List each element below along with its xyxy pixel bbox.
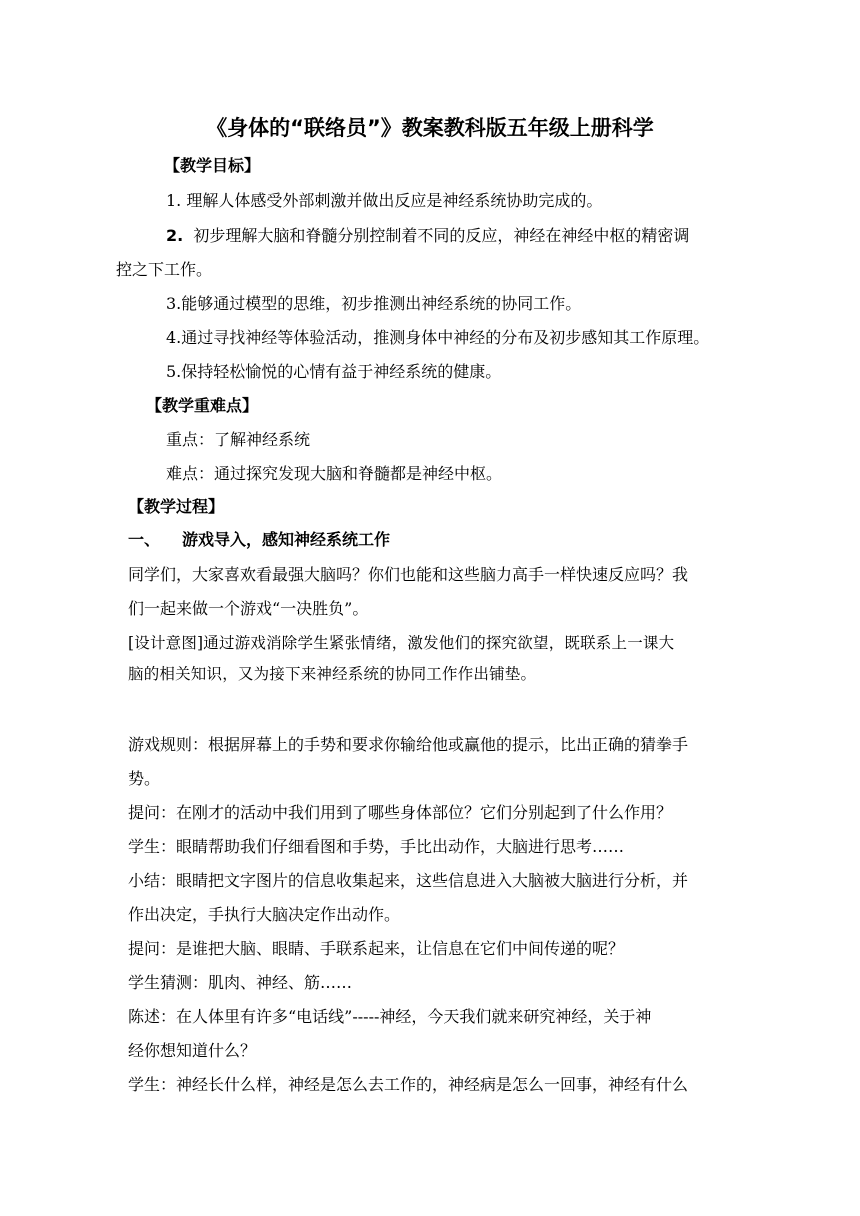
summary-line-2: 作出决定，手执行大脑决定作出动作。 (128, 905, 401, 924)
keypoints-heading: 【教学重难点】 (146, 396, 259, 415)
student-question: 学生：神经长什么样，神经是怎么去工作的，神经病是怎么一回事，神经有什么 (128, 1075, 689, 1094)
objective-3: 3.能够通过模型的思维，初步推测出神经系统的协同工作。 (166, 294, 582, 313)
objective-2 (166, 226, 689, 246)
student-guess: 学生猜测：肌肉、神经、筋…… (128, 973, 353, 992)
game-rules-line-1: 游戏规则：根据屏幕上的手势和要求你输给他或赢他的提示，比出正确的猜拳手 (128, 735, 689, 754)
objectives-heading: 【教学目标】 (164, 156, 261, 175)
objective-2-number: 2. (166, 226, 184, 245)
section-1-title: 游戏导入，感知神经系统工作 (182, 530, 391, 549)
statement-line-1: 陈述：在人体里有许多“电话线”-----神经，今天我们就来研究神经，关于神 (128, 1007, 652, 1026)
objective-2-text: 初步理解大脑和脊髓分别控制着不同的反应，神经在神经中枢的精密调 (193, 226, 690, 245)
section-1-number: 一、 (128, 530, 161, 549)
objective-2-continued: 控之下工作。 (116, 260, 213, 279)
design-intent-line-1: [设计意图]通过游戏消除学生紧张情绪，激发他们的探究欲望，既联系上一课大 (128, 634, 675, 652)
section-1-heading (128, 530, 391, 550)
game-rules-line-2: 势。 (128, 769, 161, 788)
process-heading: 【教学过程】 (128, 497, 225, 516)
objective-4: 4.通过寻找神经等体验活动，推测身体中神经的分布及初步感知其工作原理。 (166, 328, 710, 347)
design-intent-line-2: 脑的相关知识，又为接下来神经系统的协同工作作出铺垫。 (128, 665, 537, 683)
answer-1: 学生：眼睛帮助我们仔细看图和手势，手比出动作，大脑进行思考…… (128, 837, 625, 856)
key-point: 重点：了解神经系统 (166, 430, 311, 449)
intro-paragraph-line-1: 同学们，大家喜欢看最强大脑吗？你们也能和这些脑力高手一样快速反应吗？我 (128, 565, 689, 584)
question-2: 提问：是谁把大脑、眼睛、手联系起来，让信息在它们中间传递的呢？ (128, 939, 625, 958)
document-title: 《身体的“联络员”》教案教科版五年级上册科学 (206, 116, 654, 140)
summary-line-1: 小结：眼睛把文字图片的信息收集起来，这些信息进入大脑被大脑进行分析，并 (128, 871, 689, 890)
objective-1: 1. 理解人体感受外部刺激并做出反应是神经系统协助完成的。 (166, 191, 603, 210)
question-1: 提问：在刚才的活动中我们用到了哪些身体部位？它们分别起到了什么作用？ (128, 803, 673, 822)
statement-line-2: 经你想知道什么？ (128, 1041, 257, 1060)
intro-paragraph-line-2: 们一起来做一个游戏“一决胜负”。 (128, 599, 369, 618)
difficult-point: 难点：通过探究发现大脑和脊髓都是神经中枢。 (166, 464, 503, 483)
objective-5: 5.保持轻松愉悦的心情有益于神经系统的健康。 (166, 362, 502, 381)
